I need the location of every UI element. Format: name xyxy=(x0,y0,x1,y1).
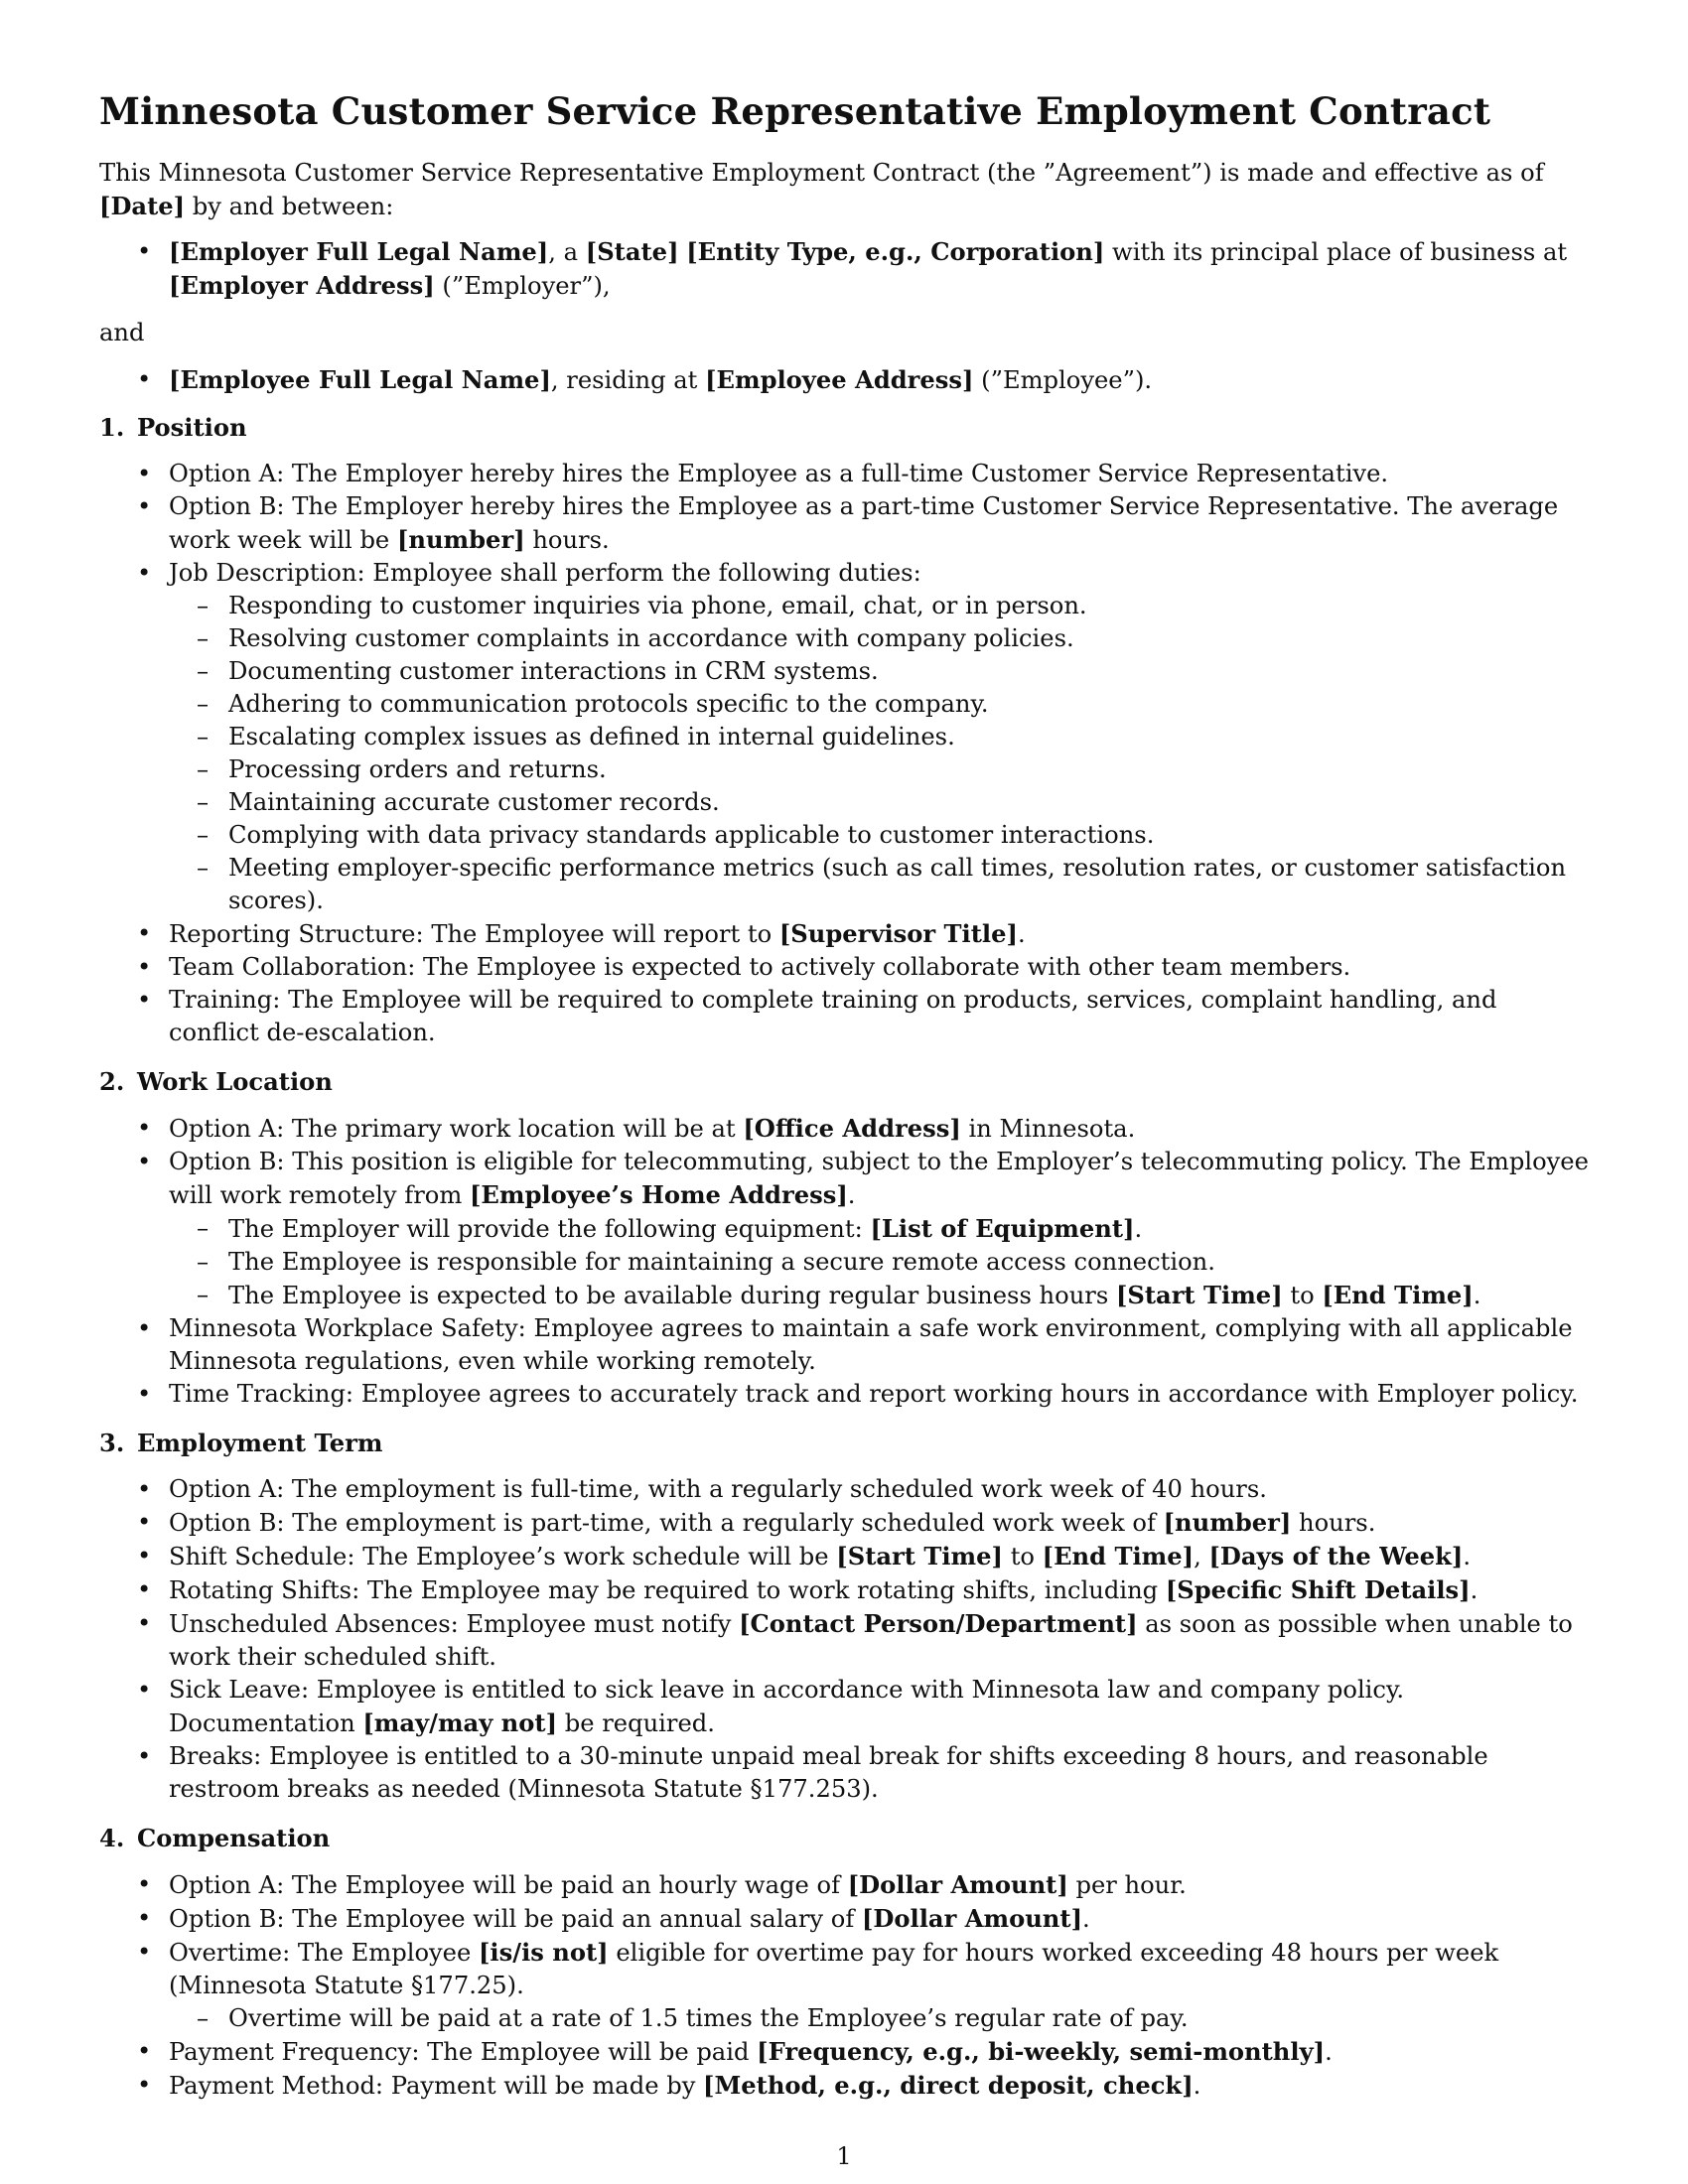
list-item xyxy=(99,1868,1591,1902)
duty-item: – Escalating complex issues as defined in internal guidelines. xyxy=(99,721,1591,753)
list-item xyxy=(99,1506,1591,1540)
text-segment: . xyxy=(1017,920,1026,948)
text-segment: . xyxy=(1470,1576,1478,1604)
placeholder: [Dollar Amount] xyxy=(847,1870,1068,1899)
text-segment: with its principal place of business at xyxy=(1104,238,1568,266)
intro-text: This Minnesota Customer Service Representative Employment Contract (the ”Agreement”) is made and effective as of xyxy=(99,159,1544,187)
work-location-list xyxy=(99,1112,1591,1411)
text-segment: The Employee is expected to be available during regular business hours xyxy=(228,1282,1116,1309)
text-segment: . xyxy=(1325,2038,1333,2066)
text-segment: (”Employee”). xyxy=(973,366,1153,394)
placeholder: [is/is not] xyxy=(478,1938,609,1967)
compensation-list xyxy=(99,1868,1591,2103)
telecommute-sublist xyxy=(169,1212,1591,1312)
text-segment: . xyxy=(1193,2072,1201,2100)
text-segment: Job Description: Employee shall perform the following duties: xyxy=(169,559,921,587)
document-title: Minnesota Customer Service Representative Employment Contract xyxy=(99,89,1491,133)
employer-party-item xyxy=(99,235,1591,303)
duty-item: – Resolving customer complaints in accordance with company policies. xyxy=(99,622,1591,655)
text-segment: Option B: The Employer hereby hires the Employee as a part-time Customer Service Representative. The average work week will be xyxy=(169,492,1559,554)
duty-item: – Meeting employer-specific performance metrics (such as call times, resolution rates, or customer satisfaction scores). xyxy=(99,852,1591,917)
overtime-sublist xyxy=(169,2002,1591,2035)
list-item xyxy=(99,1540,1591,1573)
employer-address-placeholder: [Employer Address] xyxy=(169,271,435,300)
section-title: Position xyxy=(137,413,247,442)
list-item xyxy=(99,1674,1591,1740)
placeholder: [Start Time] xyxy=(836,1542,1003,1570)
intro-tail: by and between: xyxy=(185,193,394,220)
employee-party-list xyxy=(99,363,1591,397)
text-segment: hours. xyxy=(1291,1509,1376,1537)
text-segment: . xyxy=(1463,1543,1472,1570)
text-segment: Option A: The Employee will be paid an hourly wage of xyxy=(169,1871,848,1899)
text-segment: be required. xyxy=(557,1709,715,1737)
text-segment: Option B: The Employee will be paid an annual salary of xyxy=(169,1905,862,1933)
section-heading-employment-term xyxy=(99,1427,1591,1459)
text-segment: as soon as possible when unable to work their scheduled shift. xyxy=(169,1610,1573,1671)
placeholder: [Frequency, e.g., bi-weekly, semi-monthly] xyxy=(757,2037,1326,2066)
employer-name-placeholder: [Employer Full Legal Name] xyxy=(169,237,549,266)
placeholder: [List of Equipment] xyxy=(870,1214,1135,1243)
text-segment: Rotating Shifts: The Employee may be required to work rotating shifts, including xyxy=(169,1576,1166,1604)
placeholder: [Employee’s Home Address] xyxy=(469,1180,848,1209)
employer-party-list xyxy=(99,235,1591,303)
text-segment: Option B: This position is eligible for telecommuting, subject to the Employer’s telecommuting policy. The Employee will work remotely from xyxy=(169,1148,1589,1209)
placeholder: [number] xyxy=(1163,1508,1292,1537)
list-item xyxy=(99,1112,1591,1146)
placeholder: [number] xyxy=(396,525,525,554)
text-segment: Overtime: The Employee xyxy=(169,1939,479,1967)
text-segment: , xyxy=(1194,1543,1209,1570)
section-title: Compensation xyxy=(137,1824,331,1852)
section-title: Work Location xyxy=(137,1067,333,1096)
placeholder: [Dollar Amount] xyxy=(861,1904,1083,1933)
entity-type-placeholder: [Entity Type, e.g., Corporation] xyxy=(686,237,1105,266)
list-item xyxy=(99,2035,1591,2069)
list-item xyxy=(99,557,1591,917)
text-segment: to xyxy=(1282,1282,1323,1309)
employee-party-item xyxy=(99,363,1591,397)
text-segment: Option A: The primary work location will be at xyxy=(169,1115,744,1143)
text-segment: to xyxy=(1003,1543,1043,1570)
duty-item: – Adhering to communication protocols specific to the company. xyxy=(99,688,1591,721)
placeholder: [Office Address] xyxy=(743,1114,961,1143)
sub-item xyxy=(99,1212,1591,1246)
employee-address-placeholder: [Employee Address] xyxy=(705,365,974,394)
text-segment: Unscheduled Absences: Employee must notify xyxy=(169,1610,740,1638)
list-item: • Team Collaboration: The Employee is expected to actively collaborate with other team members. xyxy=(99,951,1591,984)
placeholder: [may/may not] xyxy=(362,1708,558,1737)
text-segment: in Minnesota. xyxy=(960,1115,1136,1143)
duty-item: – Documenting customer interactions in CRM systems. xyxy=(99,655,1591,688)
placeholder: [End Time] xyxy=(1322,1281,1474,1309)
list-item: • Breaks: Employee is entitled to a 30-minute unpaid meal break for shifts exceeding 8 hours, and reasonable restroom breaks as needed (Minnesota Statute §177.253). xyxy=(99,1740,1591,1806)
list-item xyxy=(99,1607,1591,1674)
section-heading-position xyxy=(99,411,1591,444)
placeholder: [Start Time] xyxy=(1115,1281,1283,1309)
text-segment: Shift Schedule: The Employee’s work schedule will be xyxy=(169,1543,837,1570)
state-placeholder: [State] xyxy=(585,237,679,266)
text-segment: . xyxy=(847,1181,856,1209)
list-item: • Option A: The Employer hereby hires the Employee as a full-time Customer Service Representative. xyxy=(99,458,1591,490)
employment-term-list xyxy=(99,1473,1591,1806)
list-item xyxy=(99,1146,1591,1312)
list-item: • Minnesota Workplace Safety: Employee agrees to maintain a safe work environment, complying with all applicable Minnesota regulations, even while working remotely. xyxy=(99,1312,1591,1378)
text-segment: . xyxy=(1134,1215,1143,1243)
sub-item xyxy=(99,1279,1591,1312)
duty-item: – Maintaining accurate customer records. xyxy=(99,786,1591,819)
list-item xyxy=(99,490,1591,557)
list-item xyxy=(99,1573,1591,1607)
page-number: 1 xyxy=(836,2142,852,2170)
section-number: 3. xyxy=(99,1429,125,1457)
sub-item: – Overtime will be paid at a rate of 1.5 times the Employee’s regular rate of pay. xyxy=(99,2002,1591,2035)
duty-item: – Processing orders and returns. xyxy=(99,753,1591,786)
list-item: • Time Tracking: Employee agrees to accurately track and report working hours in accordance with Employer policy. xyxy=(99,1378,1591,1411)
section-number: 4. xyxy=(99,1824,125,1852)
employee-name-placeholder: [Employee Full Legal Name] xyxy=(169,365,551,394)
text-segment: Reporting Structure: The Employee will report to xyxy=(169,920,779,948)
placeholder: [Method, e.g., direct deposit, check] xyxy=(703,2071,1194,2100)
list-item xyxy=(99,2069,1591,2103)
list-item xyxy=(99,1936,1591,2035)
text-segment: hours. xyxy=(524,526,610,554)
list-item: • Option A: The employment is full-time, with a regularly scheduled work week of 40 hours. xyxy=(99,1473,1591,1506)
text-segment: (”Employer”), xyxy=(434,272,611,300)
section-number: 1. xyxy=(99,413,125,442)
section-heading-compensation xyxy=(99,1822,1591,1854)
document-page xyxy=(99,89,1591,2118)
duties-list xyxy=(169,590,1591,917)
section-number: 2. xyxy=(99,1067,125,1096)
text-segment: Option B: The employment is part-time, with a regularly scheduled work week of xyxy=(169,1509,1164,1537)
placeholder: [Days of the Week] xyxy=(1208,1542,1464,1570)
text-segment: . xyxy=(1473,1282,1481,1309)
section-title: Employment Term xyxy=(137,1429,383,1457)
text-segment: Sick Leave: Employee is entitled to sick leave in accordance with Minnesota law and company policy. Documentation xyxy=(169,1676,1405,1737)
and-text: and xyxy=(99,319,145,346)
placeholder: [Specific Shift Details] xyxy=(1165,1575,1471,1604)
sub-item: – The Employee is responsible for maintaining a secure remote access connection. xyxy=(99,1246,1591,1279)
placeholder: [End Time] xyxy=(1042,1542,1195,1570)
duty-item: – Responding to customer inquiries via phone, email, chat, or in person. xyxy=(99,590,1591,622)
date-placeholder: [Date] xyxy=(99,192,186,220)
text-segment: Payment Frequency: The Employee will be paid xyxy=(169,2038,758,2066)
text-segment: . xyxy=(1082,1905,1090,1933)
section-heading-work-location xyxy=(99,1065,1591,1098)
text-segment: eligible for overtime pay for hours worked exceeding 48 hours per week (Minnesota Statute §177.25). xyxy=(169,1939,1499,1999)
text-segment: per hour. xyxy=(1067,1871,1187,1899)
list-item xyxy=(99,917,1591,951)
list-item: • Training: The Employee will be required to complete training on products, services, complaint handling, and conflict de-escalation. xyxy=(99,984,1591,1049)
intro-paragraph xyxy=(99,157,1591,223)
duty-item: – Complying with data privacy standards applicable to customer interactions. xyxy=(99,819,1591,852)
text-segment: The Employer will provide the following equipment: xyxy=(228,1215,871,1243)
placeholder: [Supervisor Title] xyxy=(778,919,1018,948)
text-segment: Payment Method: Payment will be made by xyxy=(169,2072,704,2100)
placeholder: [Contact Person/Department] xyxy=(739,1609,1138,1638)
text-segment: , a xyxy=(548,238,586,266)
position-list xyxy=(99,458,1591,1049)
list-item xyxy=(99,1902,1591,1936)
text-segment: , residing at xyxy=(550,366,706,394)
